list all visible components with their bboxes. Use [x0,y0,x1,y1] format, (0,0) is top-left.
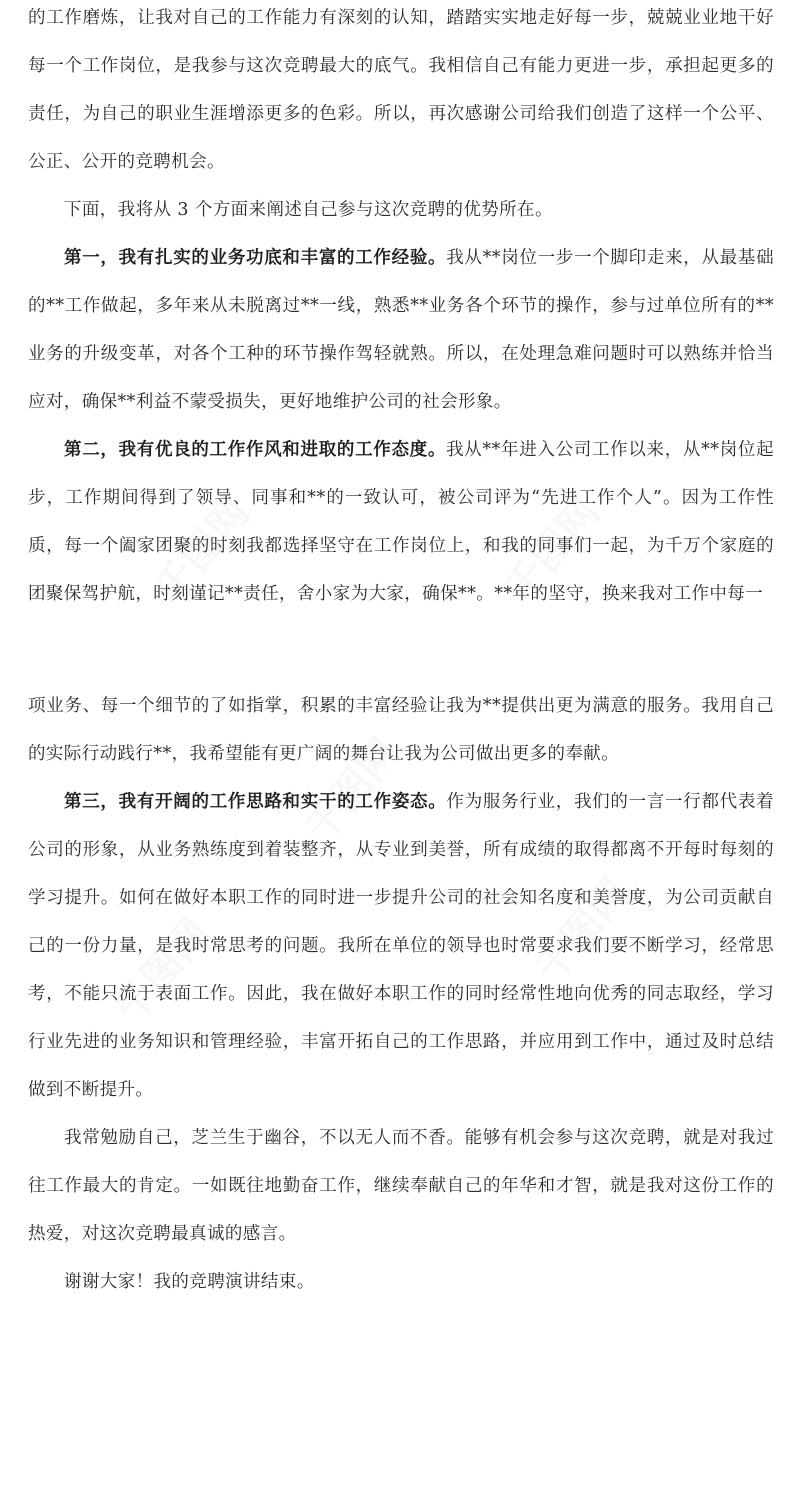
watermark: 千图网 [146,490,259,612]
point-one-heading: 第一，我有扎实的业务功底和丰富的工作经验。 [64,248,447,268]
paragraph-point-three [28,778,774,1114]
watermark: 千图网 [296,730,409,852]
watermark: 千图网 [106,910,219,1032]
body-text-upper [28,0,774,618]
point-two-body: 我从**年进入公司工作以来，从**岗位起步，工作期间得到了领导、同事和**的一致认可，被公司评为“先进工作个人”。因为工作性质，每一个阖家团聚的时刻我都选择坚守在工作岗位上，和我的同事们一起，为千万个家庭的团聚保驾护航，时刻谨记**责任，舍小家为大家，确保**。**年的坚守，换来我对工作中每一 [28,440,774,604]
paragraph-intro: 下面，我将从 3 个方面来阐述自己参与这次竞聘的优势所在。 [64,200,553,220]
point-three-heading: 第三，我有开阔的工作思路和实干的工作姿态。 [64,792,447,812]
point-two-heading: 第二，我有优良的工作作风和进取的工作态度。 [64,440,447,460]
watermark: 千图网 [496,490,609,612]
body-text-lower [28,682,774,1306]
paragraph-point-two-continued: 项业务、每一个细节的了如指掌，积累的丰富经验让我为**提供出更为满意的服务。我用自己的实际行动践行**，我希望能有更广阔的舞台让我为公司做出更多的奉献。 [28,696,774,764]
paragraph-point-two [28,426,774,618]
paragraph-closing: 谢谢大家！我的竞聘演讲结束。 [64,1272,315,1292]
paragraph-conclusion: 我常勉励自己，芝兰生于幽谷，不以无人而不香。能够有机会参与这次竞聘，就是对我过往工作最大的肯定。一如既往地勤奋工作，继续奉献自己的年华和才智，就是我对这份工作的热爱，对这次竞聘最真诚的感言。 [28,1128,774,1244]
paragraph-point-one [28,234,774,426]
point-one-body: 我从**岗位一步一个脚印走来，从最基础的**工作做起，多年来从未脱离过**一线，熟悉**业务各个环节的操作，参与过单位所有的**业务的升级变革，对各个工种的环节操作驾轻就熟。所以，在处理急难问题时可以熟练并恰当应对，确保**利益不蒙受损失，更好地维护公司的社会形象。 [28,248,774,412]
point-three-body: 作为服务行业，我们的一言一行都代表着公司的形象，从业务熟练度到着装整齐，从专业到美誉，所有成绩的取得都离不开每时每刻的学习提升。如何在做好本职工作的同时进一步提升公司的社会知名度和美誉度，为公司贡献自己的一份力量，是我时常思考的问题。我所在单位的领导也时常要求我们要不断学习，经常思考，不能只流于表面工作。因此，我在做好本职工作的同时经常性地向优秀的同志取经，学习行业先进的业务知识和管理经验，丰富开拓自己的工作思路，并应用到工作中，通过及时总结做到不断提升。 [28,792,775,1100]
watermark: 千图网 [526,870,639,992]
paragraph-continuation: 的工作磨炼，让我对自己的工作能力有深刻的认知，踏踏实实地走好每一步，兢兢业业地干好每一个工作岗位，是我参与这次竞聘最大的底气。我相信自己有能力更进一步，承担起更多的责任，为自己的职业生涯增添更多的色彩。所以，再次感谢公司给我们创造了这样一个公平、公正、公开的竞聘机会。 [28,8,774,172]
